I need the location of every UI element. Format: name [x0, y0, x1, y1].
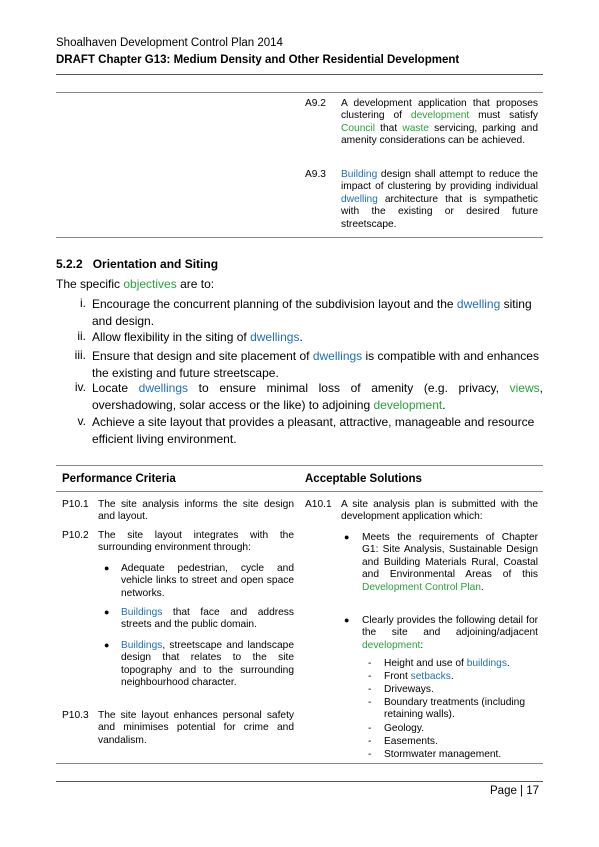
section-heading: 5.2.2 Orientation and Siting — [56, 257, 219, 271]
p102-bullet-2: Buildings that face and address streets and the public domain. — [121, 607, 294, 631]
dash-marker: - — [368, 736, 372, 747]
a92-text: A development application that proposes clustering of development must satisfy Council that waste servicing, parking and amenity considerations can be achieved. — [341, 98, 538, 147]
list-item: Locate dwellings to ensure minimal loss of amenity (e.g. privacy, views, overshadowing, solar access or the like) to adjoining development. — [92, 381, 543, 412]
criteria-header-rule — [56, 491, 543, 492]
link-buildings[interactable]: Buildings — [121, 640, 163, 651]
a101-text: A site analysis plan is submitted with the development application which: — [341, 499, 538, 523]
list-item: Ensure that design and site placement of dwellings is compatible with and enhances the existing and future streetscape. — [92, 349, 539, 380]
link-development[interactable]: development — [362, 639, 421, 651]
list-item-number: iii. — [74, 348, 86, 362]
dash-marker: - — [368, 723, 372, 734]
a93-text: Building design shall attempt to reduce the impact of clustering by providing individual dwelling architecture that is sympathetic with the existing or desired future streetscape. — [341, 169, 538, 230]
link-development[interactable]: development — [410, 110, 470, 122]
link-views[interactable]: views — [509, 381, 540, 395]
link-buildings[interactable]: buildings — [466, 658, 507, 669]
link-waste[interactable]: waste — [402, 122, 429, 134]
p101-number: P10.1 — [62, 499, 89, 510]
link-council[interactable]: Council — [341, 122, 375, 134]
a101-number: A10.1 — [305, 499, 332, 510]
table-bottom-rule — [56, 237, 543, 238]
document-title: Shoalhaven Development Control Plan 2014 — [56, 37, 283, 49]
detail-item: Stormwater management. — [384, 749, 502, 760]
link-setbacks[interactable]: setbacks — [410, 671, 451, 682]
bullet-icon: ● — [104, 640, 110, 650]
list-item-number: i. — [80, 296, 86, 310]
detail-item: Driveways. — [384, 684, 434, 695]
link-dwelling[interactable]: dwelling — [341, 193, 378, 205]
criteria-table-top-rule — [56, 465, 543, 466]
p102-number: P10.2 — [62, 530, 89, 541]
dash-marker: - — [368, 671, 372, 682]
p103-text: The site layout enhances personal safety and minimises potential for crime and vandalism. — [98, 710, 294, 746]
link-dwelling[interactable]: dwelling — [456, 297, 501, 311]
dash-marker: - — [368, 658, 372, 669]
p102-bullet-1: Adequate pedestrian, cycle and vehicle links to street and open space networks. — [121, 563, 294, 599]
criteria-table-bottom-rule — [56, 763, 543, 764]
link-building[interactable]: Building — [341, 169, 378, 180]
link-dwellings[interactable]: dwellings — [250, 330, 300, 344]
detail-item: Easements. — [384, 736, 438, 747]
bullet-icon: ● — [344, 532, 350, 542]
page-number: Page | 17 — [490, 785, 540, 797]
link-buildings[interactable]: Buildings — [121, 607, 163, 618]
link-development-control-plan[interactable]: Development Control Plan — [362, 581, 481, 593]
a101-bullet-1: Meets the requirements of Chapter G1: Site Analysis, Sustainable Design and Building Materials Rural, Coastal and Environmental Areas of this Development Control Plan. — [362, 532, 538, 593]
dash-marker: - — [368, 684, 372, 695]
p102-text: The site layout integrates with the surrounding environment through: — [98, 530, 294, 554]
chapter-title: DRAFT Chapter G13: Medium Density and Other Residential Development — [56, 54, 460, 66]
link-development[interactable]: development — [373, 397, 443, 412]
list-item: Allow flexibility in the siting of dwellings. — [92, 330, 303, 344]
dash-marker: - — [368, 749, 372, 760]
a101-bullet-2: Clearly provides the following detail for the site and adjoining/adjacent development: — [362, 615, 538, 651]
table-top-rule — [56, 92, 543, 93]
a92-number: A9.2 — [305, 98, 326, 109]
detail-item: Front setbacks. — [384, 671, 454, 682]
detail-item: Boundary treatments (including retaining walls). — [384, 697, 526, 721]
list-item-number: v. — [77, 414, 86, 428]
dash-marker: - — [368, 697, 372, 708]
col-header-acceptable: Acceptable Solutions — [305, 473, 422, 485]
p101-text: The site analysis informs the site design and layout. — [98, 499, 294, 523]
section-intro: The specific objectives are to: — [56, 277, 215, 291]
link-dwellings[interactable]: dwellings — [312, 349, 363, 363]
col-header-performance: Performance Criteria — [62, 473, 176, 485]
footer-rule — [56, 781, 543, 782]
header-rule — [56, 74, 543, 75]
bullet-icon: ● — [104, 607, 110, 617]
bullet-icon: ● — [104, 563, 110, 573]
list-item: Achieve a site layout that provides a pleasant, attractive, manageable and resource efficient living environment. — [92, 415, 535, 446]
detail-item: Height and use of buildings. — [384, 658, 510, 669]
p102-bullet-3: Buildings, streetscape and landscape design that relates to the site topography and to the surrounding neighbourhood character. — [121, 640, 294, 689]
p103-number: P10.3 — [62, 710, 89, 721]
list-item-number: ii. — [77, 329, 86, 343]
bullet-icon: ● — [344, 615, 350, 625]
list-item-number: iv. — [74, 380, 86, 394]
a93-number: A9.3 — [305, 169, 326, 180]
link-dwellings[interactable]: dwellings — [138, 381, 189, 395]
list-item: Encourage the concurrent planning of the subdivision layout and the dwelling siting and design. — [92, 297, 532, 328]
detail-item: Geology. — [384, 723, 425, 734]
link-objectives[interactable]: objectives — [123, 277, 177, 291]
